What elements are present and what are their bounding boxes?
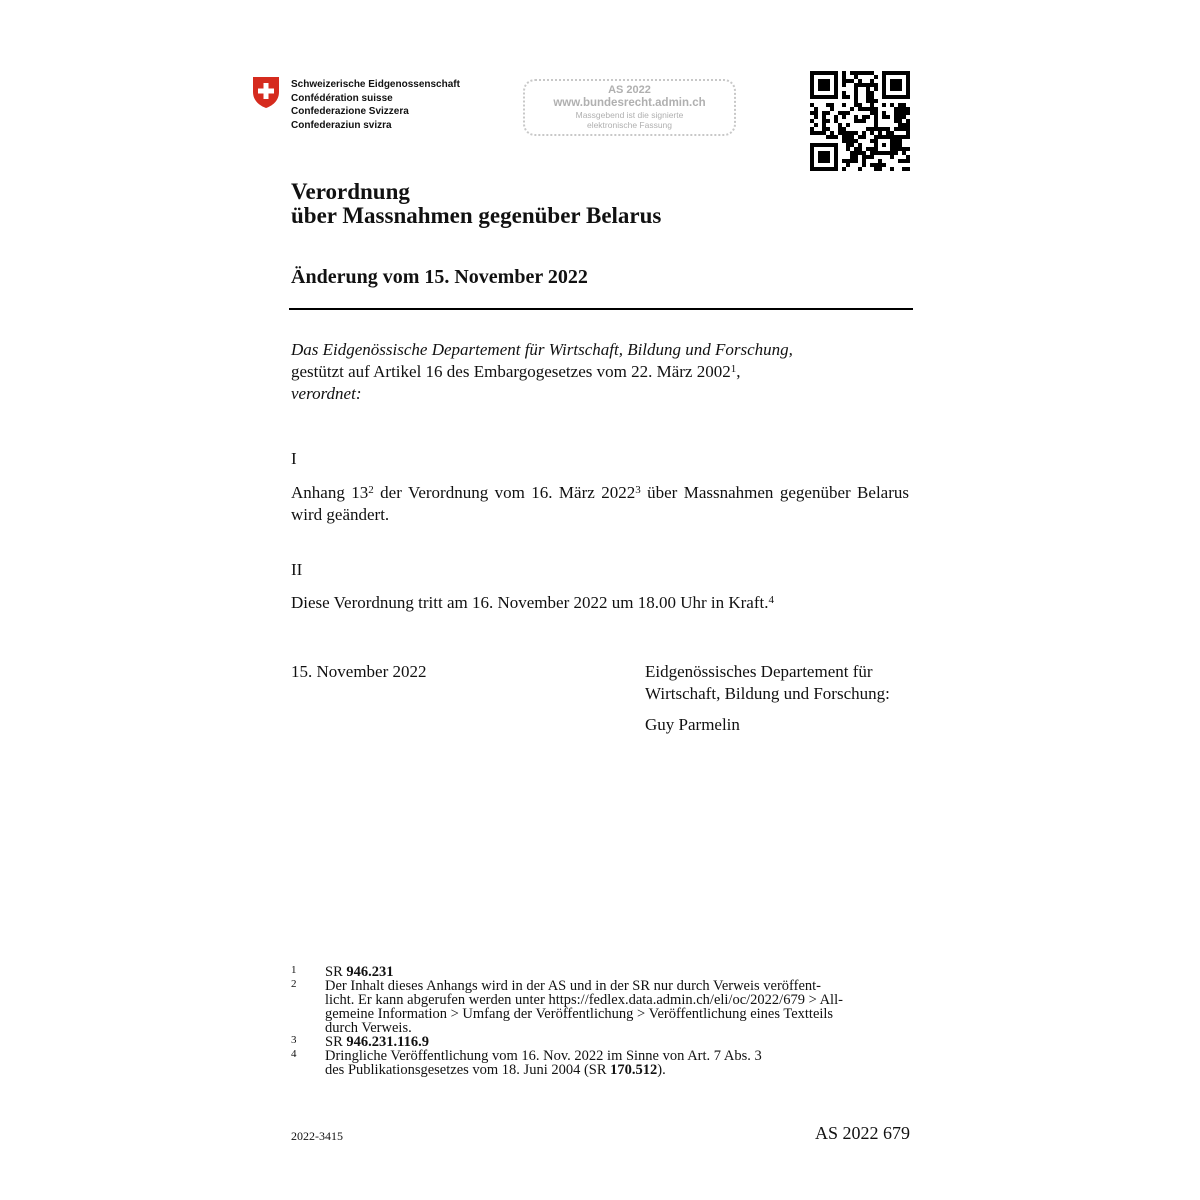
signer-name: Guy Parmelin: [645, 715, 740, 734]
footnote-ref-4[interactable]: 4: [768, 594, 774, 606]
footnote-2: 2 Der Inhalt dieses Anhangs wird in der AS und in der SR nur durch Verweis veröffent- licht. Er kann abgerufen werden unter https://fedlex.data.admin.ch/eli/oc/2022/679 > All- gemeine Information > Umfang der Veröffentlichung > Veröffentlichung eines Textteils durch Verweis.: [291, 978, 843, 1036]
official-collection-reference: AS 2022 679: [814, 1123, 910, 1143]
section-1-text: Anhang $13^2$ der Verordnung vom 16. März 2022$^3$ über Massnahmen gegenüber Belarus wird geändert.: [291, 483, 909, 524]
footnote-4: 4 Dringliche Veröffentlichung vom 16. Nov. 2022 im Sinne von Art. 7 Abs. 3 des Publikationsgesetzes vom 18. Juni 2004 (SR 170.512).: [291, 1048, 762, 1078]
amendment-date: Änderung vom 15. November 2022: [291, 266, 588, 288]
government-name-rm: Confederaziun svizra: [291, 119, 392, 131]
publication-stamp: [523, 79, 736, 136]
section-2-label: II: [291, 560, 303, 579]
stamp-note-2: elektronische Fassung: [586, 120, 673, 130]
title-line-1: Verordnung: [291, 179, 410, 204]
section-1-label: I: [291, 449, 297, 468]
document-title: [291, 180, 661, 228]
signing-authority-line-2: Wirtschaft, Bildung und Forschung:: [645, 684, 890, 703]
legal-basis: gestützt auf Artikel 16 des Embargogesetzes vom 22. März 2002$^1$,: [291, 362, 741, 381]
stamp-collection: AS 2022: [608, 84, 651, 96]
footnote-ref-2[interactable]: 2: [368, 484, 374, 496]
stamp-website: www.bundesrecht.admin.ch: [553, 97, 706, 109]
title-line-2: über Massnahmen gegenüber Belarus: [291, 203, 662, 228]
footnote-ref-3[interactable]: 3: [635, 484, 641, 496]
government-name-fr: Confédération suisse: [291, 92, 393, 104]
footnote-3: 3 SR 946.231.116.9: [291, 1034, 429, 1050]
title-divider: [289, 308, 913, 310]
stamp-note-1: Massgebend ist die signierte: [575, 110, 684, 120]
government-name-it: Confederazione Svizzera: [291, 106, 409, 117]
government-name-de: Schweizerische Eidgenossenschaft: [291, 79, 460, 90]
signing-authority-line-1: Eidgenössisches Departement für: [645, 662, 873, 681]
swiss-coat-of-arms-icon: [252, 76, 280, 109]
signature-date: 15. November 2022: [291, 662, 427, 681]
section-2-text: Diese Verordnung tritt am 16. November 2022 um 18.00 Uhr in Kraft.$^4$: [291, 593, 774, 612]
qr-code-icon: [810, 71, 910, 171]
document-number: 2022-3415: [291, 1129, 343, 1143]
signing-authority: [645, 661, 925, 705]
decrees-formula: verordnet:: [291, 384, 362, 403]
footnote-1: 1 SR 946.231: [291, 964, 394, 980]
footnotes: [291, 965, 911, 1077]
preamble: [291, 339, 911, 405]
government-name-block: [291, 78, 460, 132]
issuing-authority: Das Eidgenössische Departement für Wirtschaft, Bildung und Forschung,: [291, 340, 793, 359]
footnote-ref-1[interactable]: 1: [730, 363, 737, 375]
